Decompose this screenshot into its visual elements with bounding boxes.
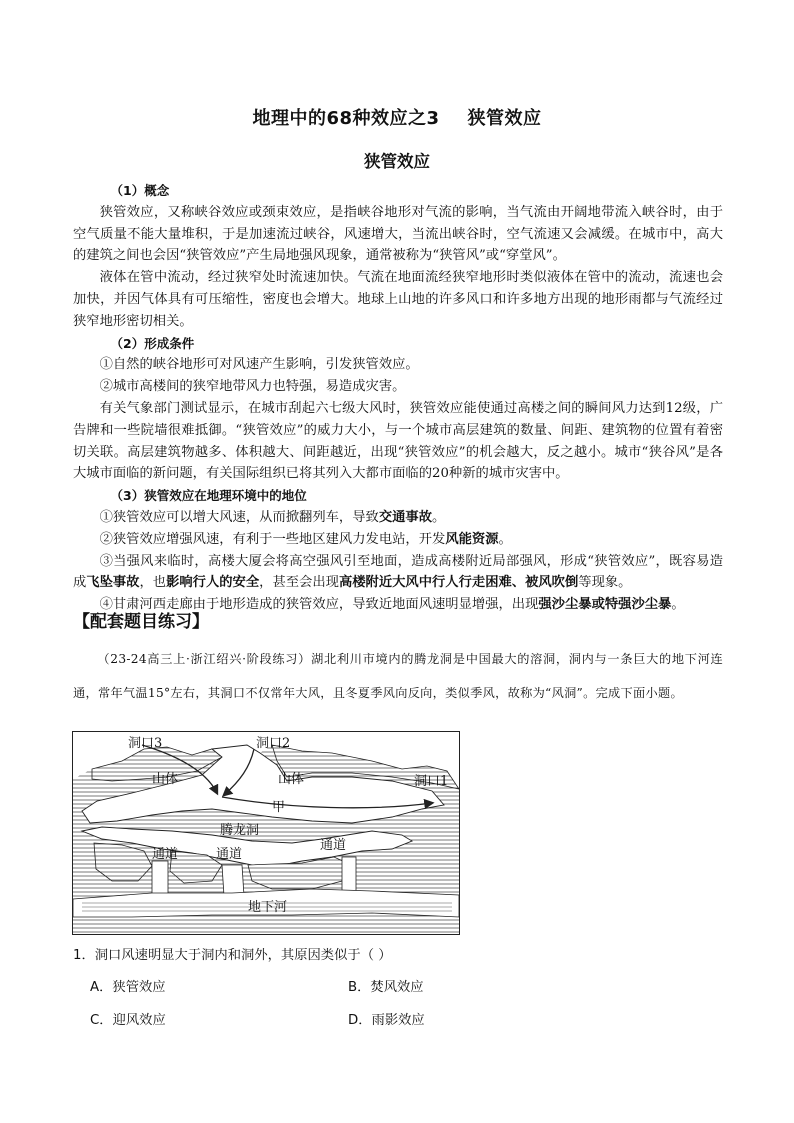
- tunnel: [152, 861, 168, 896]
- text: 。: [671, 597, 685, 613]
- paragraph: 狭管效应，又称峡谷效应或颈束效应，是指峡谷地形对气流的影响，当气流由开阔地带流入峡谷时，由于空气质量不能大量堆积，于是加速流过峡谷，风速增大，当流出峡谷时，空气流速又会减缓。在城市中，高大的建筑之间也会因“狭管效应”产生局地强风现象，通常被称为“狭管风”或“穿堂风”。: [73, 204, 723, 264]
- label-cave3: 洞口3: [128, 736, 163, 751]
- text: 。: [498, 531, 512, 547]
- tunnel: [342, 857, 356, 891]
- emphasis: 影响行人的安全: [166, 575, 260, 591]
- paragraph: 有关气象部门测试显示，在城市刮起六七级大风时，狭管效应能使通过高楼之间的瞬间风力达到12级，广告牌和一些院墙很难抵御。“狭管效应”的威力大小，与一个城市高层建筑的数量、间距、建筑物的位置有着密切关联。高层建筑物越多、体积越大、间距越近，出现“狭管效应”的机会越大，反之越小。城市“狭谷风”是各大城市面临的新问题，有关国际组织已将其列入大都市面临的20种新的城市灾害中。: [73, 400, 723, 482]
- practice-heading: 【配套题目练习】: [73, 612, 209, 632]
- emphasis: 强沙尘暴或特强沙尘暴: [538, 597, 672, 613]
- paragraph: 液体在管中流动，经过狭窄处时流速加快。气流在地面流经狭窄地形时类似液体在管中的流动，流速也会加快，并因气体具有可压缩性，密度也会增大。地球上山地的许多风口和许多地方出现的地形雨都与气流经过狭窄地形密切相关。: [73, 270, 723, 329]
- paragraph: ①自然的峡谷地形可对风速产生影响，引发狭管效应。: [99, 357, 419, 373]
- label-mountain-left: 山体: [152, 772, 179, 787]
- option-d[interactable]: D．雨影效应: [348, 1013, 425, 1028]
- paragraph: ②城市高楼间的狭窄地带风力也特强，易造成灾害。: [99, 379, 406, 395]
- text: 等现象。: [578, 575, 632, 591]
- title-main: 地理中的68种效应之3: [252, 108, 440, 129]
- paragraph: [73, 551, 723, 595]
- page-title: [0, 104, 794, 130]
- emphasis: 高楼附近大风中行人行走困难、被风吹倒: [338, 575, 579, 591]
- label-tunnel: 通道: [320, 838, 347, 853]
- label-tenglong: 腾龙洞: [220, 823, 260, 838]
- section-heading-concept: （1）概念: [110, 183, 170, 198]
- label-cave2: 洞口2: [256, 736, 291, 751]
- option-b[interactable]: B．焚风效应: [348, 980, 424, 995]
- question-intro: （23-24高三上·浙江绍兴·阶段练习）湖北利川市境内的腾龙洞是中国最大的溶洞，洞内与一条巨大的地下河连通，常年气温15°左右，其洞口不仅常年大风，且冬夏季风向反向，类似季风，故称为“风洞”。完成下面小题。: [73, 652, 723, 700]
- page-subtitle: 狭管效应: [364, 152, 430, 171]
- label-mountain-right: 山体: [278, 772, 305, 787]
- title-topic: 狭管效应: [467, 108, 542, 129]
- option-c[interactable]: C．迎风效应: [90, 1013, 166, 1028]
- tunnel: [222, 865, 244, 896]
- cave-diagram: [72, 731, 460, 935]
- section-heading-conditions: （2）形成条件: [110, 335, 195, 351]
- label-river: 地下河: [248, 900, 288, 915]
- text: ②狭管效应增强风速，有利于一些地区建风力发电站，开发: [99, 531, 446, 547]
- article-body: [73, 180, 723, 616]
- label-tunnel: 通道: [216, 847, 243, 862]
- paragraph: [73, 507, 723, 529]
- emphasis: 交通事故: [378, 509, 433, 525]
- label-tunnel: 通道: [152, 847, 179, 862]
- section-heading-role: （3）狭管效应在地理环境中的地位: [110, 488, 307, 504]
- emphasis: 飞坠事故: [86, 575, 140, 591]
- text: ④甘肃河西走廊由于地形造成的狭管效应，导致近地面风速明显增强，出现: [99, 597, 539, 613]
- option-a[interactable]: A．狭管效应: [90, 980, 166, 995]
- text: ，甚至会出现: [259, 575, 339, 591]
- text: 。: [432, 509, 446, 525]
- text: ③当强风来临时，高楼大厦会将高空强风引至地面，造成高楼附近局部强风，形成“狭管效应”，既容易造成: [73, 553, 723, 591]
- emphasis: 风能资源: [445, 531, 499, 547]
- question-stem: 1．洞口风速明显大于洞内和洞外，其原因类似于（ ）: [73, 948, 392, 963]
- paragraph: [73, 529, 723, 551]
- label-cave1: 洞口1: [414, 774, 449, 789]
- text: ①狭管效应可以增大风速，从而掀翻列车，导致: [99, 509, 379, 525]
- text: ，也: [139, 575, 167, 591]
- label-jia: 甲: [272, 800, 286, 815]
